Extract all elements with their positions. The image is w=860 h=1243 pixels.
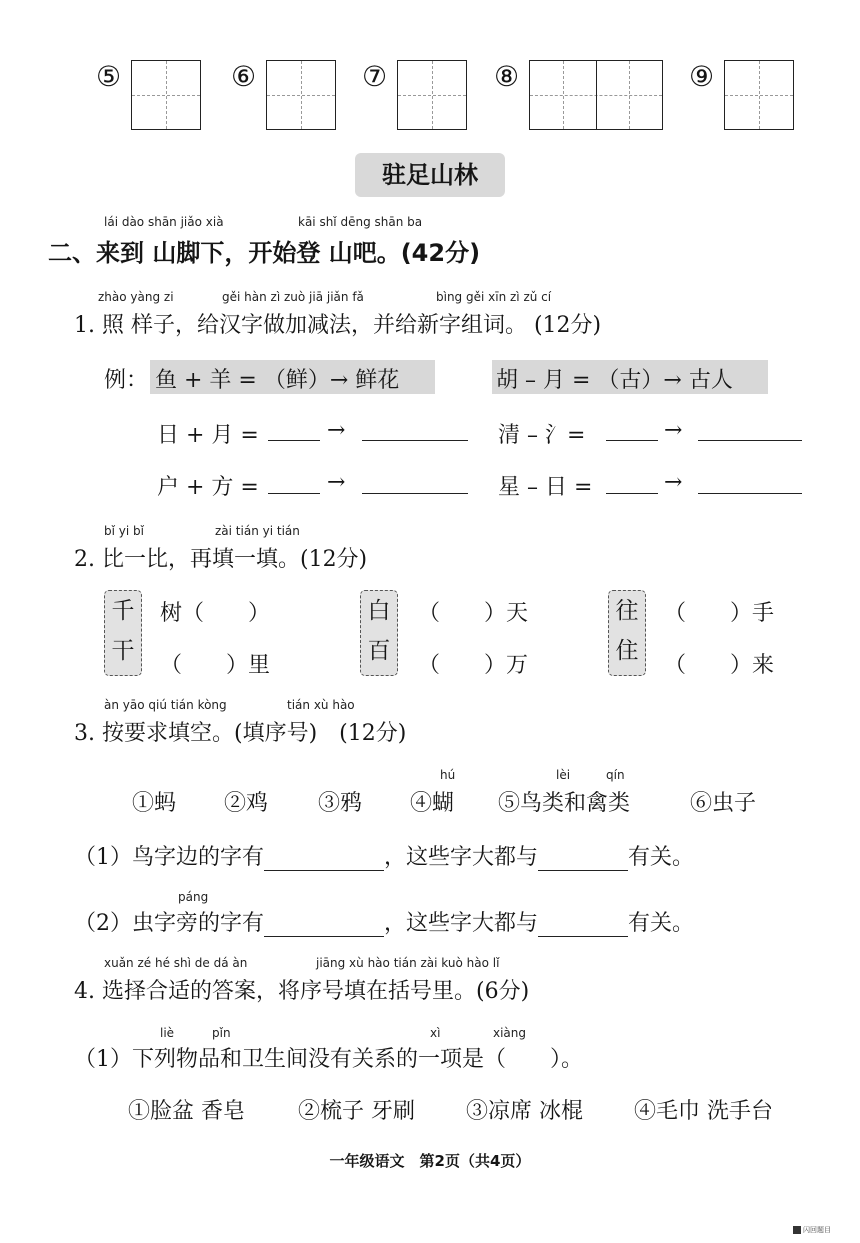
option: ②梳子 牙刷 xyxy=(298,1099,415,1124)
answer-blank[interactable] xyxy=(264,846,384,871)
char-pair-box xyxy=(360,590,398,676)
sub-question[interactable]: （1）下列物品和卫生间没有关系的一项是（ ）。 xyxy=(74,1047,583,1072)
answer-blank[interactable] xyxy=(698,467,802,494)
writing-box-6[interactable] xyxy=(266,60,336,130)
option: ①脸盆 香皂 xyxy=(128,1099,245,1124)
pinyin: kāi shǐ dēng shān ba xyxy=(298,215,423,229)
question-title: 3. 按要求填空。(填序号) (12分) xyxy=(74,721,407,746)
box-number-9: ⑨ xyxy=(689,60,715,93)
arrow: → xyxy=(664,418,683,443)
pinyin: xì xyxy=(430,1026,441,1040)
writing-box-5[interactable] xyxy=(131,60,201,130)
fill-item[interactable]: 树（ ） xyxy=(160,601,271,626)
fill-item[interactable]: （ ）天 xyxy=(418,601,529,626)
answer-blank[interactable] xyxy=(362,467,468,494)
sub-question-text: 有关。 xyxy=(628,911,695,936)
logo-text: 闪回题目 xyxy=(803,1226,831,1234)
watermark-logo xyxy=(793,1225,831,1235)
box-number-6: ⑥ xyxy=(231,60,257,93)
arrow: → xyxy=(664,470,683,495)
pinyin: qín xyxy=(606,768,625,782)
example-label: 例： xyxy=(104,368,149,393)
pinyin: liè xyxy=(160,1026,175,1040)
option: ①蚂 xyxy=(132,791,177,816)
char-pair-box xyxy=(104,590,142,676)
sub-question-text: （1）鸟字边的字有 xyxy=(74,845,264,870)
answer-blank[interactable] xyxy=(538,846,628,871)
pair-char: 白 xyxy=(367,598,391,624)
option: ②鸡 xyxy=(224,791,269,816)
question-title: 2. 比一比，再填一填。(12分) xyxy=(74,547,368,572)
option: ⑥虫子 xyxy=(690,791,757,816)
pinyin: pǐn xyxy=(212,1026,231,1040)
writing-box-9[interactable] xyxy=(724,60,794,130)
equation-text: 清 – 氵= xyxy=(498,423,586,448)
sub-question-text: （2）虫字旁的字有 xyxy=(74,911,264,936)
answer-blank[interactable] xyxy=(264,912,384,937)
pinyin: bìng gěi xīn zì zǔ cí xyxy=(436,290,552,304)
box-number-8: ⑧ xyxy=(494,60,520,93)
section-banner: 驻足山林 xyxy=(355,153,505,197)
question-title: 4. 选择合适的答案，将序号填在括号里。(6分) xyxy=(74,979,530,1004)
arrow: → xyxy=(327,470,346,495)
pair-char: 往 xyxy=(615,598,639,624)
equation-text: 星 – 日 = xyxy=(498,475,593,500)
fill-item[interactable]: （ ）里 xyxy=(160,653,271,678)
answer-blank[interactable] xyxy=(606,414,658,441)
pair-char: 百 xyxy=(367,638,391,664)
pinyin: xiàng xyxy=(493,1026,527,1040)
sub-question-text: ，这些字大都与 xyxy=(384,911,539,936)
fill-item[interactable]: （ ）手 xyxy=(664,601,775,626)
char-pair-box xyxy=(608,590,646,676)
equation-text: 户 + 方 = xyxy=(157,475,259,500)
pair-char: 干 xyxy=(111,638,135,664)
pinyin: jiāng xù hào tián zài kuò hào lǐ xyxy=(316,956,500,970)
arrow: → xyxy=(327,418,346,443)
answer-blank[interactable] xyxy=(268,467,320,494)
option: ⑤鸟类和禽类 xyxy=(498,791,631,816)
answer-blank[interactable] xyxy=(538,912,628,937)
logo-icon xyxy=(793,1226,801,1234)
sub-question xyxy=(74,840,694,871)
sub-question-text: ，这些字大都与 xyxy=(384,845,539,870)
fill-item[interactable]: （ ）万 xyxy=(418,653,529,678)
sub-question xyxy=(74,906,694,937)
option: ③凉席 冰棍 xyxy=(466,1099,583,1124)
writing-box-7[interactable] xyxy=(397,60,467,130)
pair-char: 千 xyxy=(111,598,135,624)
pinyin: zài tián yi tián xyxy=(215,524,300,538)
pinyin: hú xyxy=(440,768,456,782)
answer-blank[interactable] xyxy=(698,414,802,441)
answer-blank[interactable] xyxy=(606,467,658,494)
pinyin: àn yāo qiú tián kòng xyxy=(104,698,227,712)
pinyin: lái dào shān jiǎo xià xyxy=(104,215,224,229)
pinyin: zhào yàng zi xyxy=(98,290,174,304)
option: ③鸦 xyxy=(318,791,363,816)
example-1: 鱼 + 羊 = （鲜）→ 鲜花 xyxy=(155,368,400,393)
pinyin: gěi hàn zì zuò jiā jiǎn fǎ xyxy=(222,290,364,304)
pinyin: bǐ yi bǐ xyxy=(104,524,144,538)
pinyin: tián xù hào xyxy=(287,698,355,712)
answer-blank[interactable] xyxy=(362,414,468,441)
pair-char: 住 xyxy=(615,638,639,664)
example-2: 胡 – 月 = （古）→ 古人 xyxy=(496,368,733,393)
fill-item[interactable]: （ ）来 xyxy=(664,653,775,678)
option: ④蝴 xyxy=(410,791,455,816)
sub-question-text: 有关。 xyxy=(628,845,695,870)
writing-box-8[interactable] xyxy=(529,60,663,130)
option: ④毛巾 洗手台 xyxy=(634,1099,773,1124)
pinyin: lèi xyxy=(556,768,571,782)
box-number-7: ⑦ xyxy=(362,60,388,93)
equation-text: 日 + 月 = xyxy=(157,423,259,448)
answer-blank[interactable] xyxy=(268,414,320,441)
box-number-5: ⑤ xyxy=(96,60,122,93)
page-footer: 一年级语文 第2页（共4页） xyxy=(329,1152,531,1170)
pinyin: páng xyxy=(178,890,209,904)
pinyin: xuǎn zé hé shì de dá àn xyxy=(104,956,248,970)
question-title: 1. 照 样子，给汉字做加减法，并给新字组词。 (12分) xyxy=(74,313,602,338)
section-title: 二、来到 山脚下，开始登 山吧。(42分) xyxy=(48,239,481,267)
